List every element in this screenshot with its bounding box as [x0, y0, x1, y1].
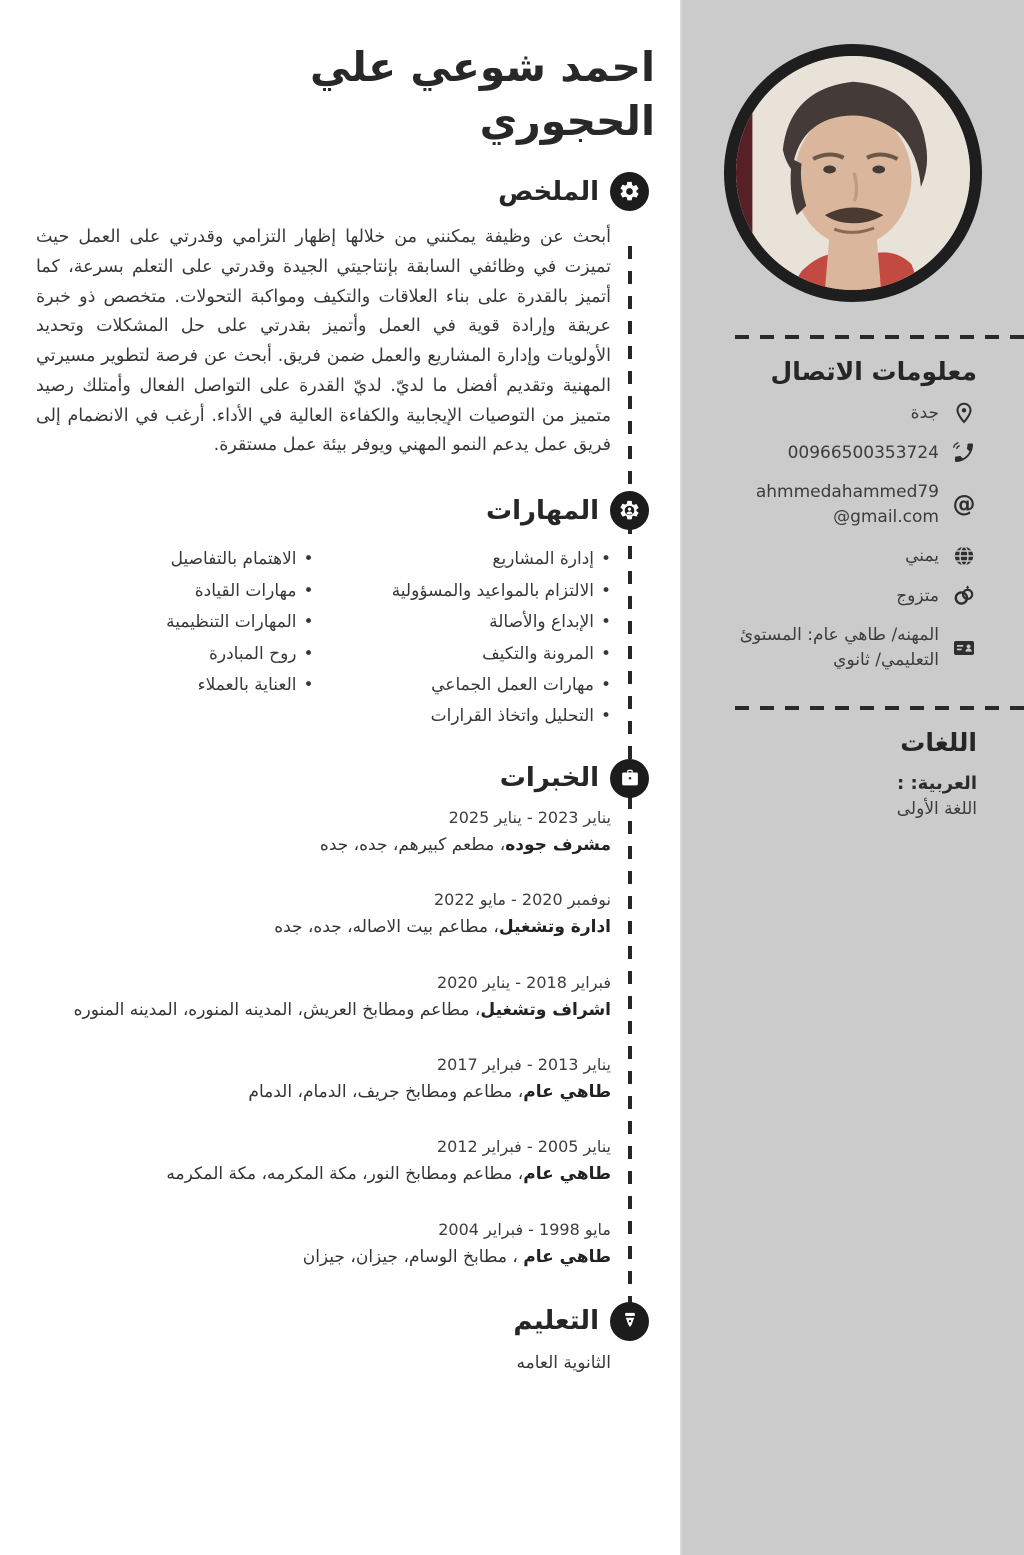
job-entry — [0, 973, 680, 1023]
language-item — [704, 773, 977, 819]
skills-section — [0, 491, 680, 733]
briefcase-icon — [610, 759, 649, 798]
job-role: اشراف وتشغيل — [480, 999, 611, 1020]
job-role: ادارة وتشغيل — [498, 917, 611, 938]
contact-row-phone — [704, 440, 977, 466]
job-details: ، مطاعم ومطابخ النور، مكة المكرمه، مكة المكرمه — [166, 1164, 524, 1185]
skill-item: • العناية بالعملاء — [36, 670, 314, 701]
skills-title: المهارات — [485, 495, 599, 526]
experience-section — [0, 759, 680, 1270]
job-role: طاهي عام — [523, 1081, 611, 1102]
skill-item: • مهارات القيادة — [36, 576, 314, 607]
person-name: احمد شوعي علي الحجوري — [309, 43, 655, 146]
contact-location: جدة — [910, 402, 939, 423]
job-description — [36, 832, 611, 858]
contact-row-profession — [704, 623, 977, 672]
job-role: طاهي عام — [523, 1164, 611, 1185]
job-details: ، مطاعم ومطابخ العريش، المدينه المنوره، المدينه المنوره — [73, 999, 481, 1020]
skill-item: • المرونة والتكيف — [334, 639, 612, 670]
languages-block — [682, 728, 1024, 819]
profile-photo — [724, 44, 982, 302]
language-level: اللغة الأولى — [896, 798, 977, 819]
job-dates: يناير 2005 - فبراير 2012 — [436, 1137, 611, 1157]
profile-photo-illustration — [736, 56, 970, 290]
pen-nib-icon — [610, 1302, 649, 1341]
job-entry — [0, 1055, 680, 1105]
sidebar-divider — [729, 706, 1024, 710]
experience-header — [0, 759, 680, 798]
job-details: ، مطابخ الوسام، جيزان، جيزان — [302, 1246, 524, 1267]
jobs-list — [0, 808, 680, 1270]
job-description — [36, 914, 611, 940]
contact-email: ahmmedahammed79@gmail.com — [755, 482, 939, 527]
job-dates: فبراير 2018 - يناير 2020 — [436, 972, 611, 992]
contact-row-nationality — [704, 543, 977, 569]
skills-grid — [36, 544, 611, 733]
sidebar — [680, 0, 1024, 1555]
contact-row-location — [704, 400, 977, 426]
education-section — [0, 1302, 680, 1373]
skill-item: • روح المبادرة — [36, 639, 314, 670]
experience-title: الخبرات — [499, 763, 599, 794]
job-description — [36, 1244, 611, 1270]
skills-header — [0, 491, 680, 530]
contact-title: معلومات الاتصال — [770, 357, 977, 386]
contact-phone: 00966500353724 — [787, 442, 939, 463]
phone-icon — [951, 440, 977, 466]
job-details: ، مطاعم ومطابخ جريف، الدمام، الدمام — [248, 1081, 524, 1102]
job-details: ، مطاعم بيت الاصاله، جده، جده — [274, 917, 499, 938]
job-description — [36, 997, 611, 1023]
job-dates: يناير 2023 - يناير 2025 — [448, 807, 611, 827]
skill-item: • الالتزام بالمواعيد والمسؤولية — [334, 576, 612, 607]
education-title: التعليم — [513, 1306, 599, 1337]
job-dates: مايو 1998 - فبراير 2004 — [438, 1219, 611, 1239]
photo-row — [682, 44, 1024, 302]
languages-title: اللغات — [900, 727, 977, 757]
summary-title: الملخص — [498, 176, 599, 207]
contact-row-email — [704, 480, 977, 529]
job-role: طاهي عام — [523, 1246, 611, 1267]
contact-block — [682, 357, 1024, 673]
id-card-icon — [951, 635, 977, 661]
job-dates: يناير 2013 - فبراير 2017 — [436, 1054, 611, 1074]
job-entry — [0, 808, 680, 858]
job-entry — [0, 1220, 680, 1270]
summary-text: أبحث عن وظيفة يمكنني من خلالها إظهار التزامي وقدرتي على العمل حيث تميزت في وظائفي السابقة بإنتاجيتي الجيدة وقدرتي على التعلم بسرعة، كما أتميز بالقدرة على بناء العلاقات والتكيف ومواكبة التحولات. متخصص ذو خبرة عريقة وإرادة قوية في العمل وأتميز بقدرتي على حل المشكلات وتحديد الأولويات وإدارة المشاريع والعمل ضمن فريق. أبحث عن فرصة لتطوير مسيرتي المهنية وتقديم أفضل ما لديّ. لديّ القدرة على التواصل الفعال وأمتلك رصيد متميز من التوصيات الإيجابية والكفاءة العالية في الأداء. أرغب في الانضمام إلى فريق عمل يدعم النمو المهني ويوفر بيئة عمل مستقرة. — [36, 227, 611, 456]
summary-header — [0, 172, 680, 211]
skill-item: • إدارة المشاريع — [334, 544, 612, 575]
contact-nationality: يمني — [905, 545, 939, 566]
contact-marital-status: متزوج — [896, 585, 939, 606]
job-entry — [0, 890, 680, 940]
language-name: العربية: : — [897, 772, 977, 794]
job-dates: نوفمبر 2020 - مايو 2022 — [434, 890, 611, 910]
contact-list — [704, 400, 977, 673]
skills-list-left — [36, 544, 314, 733]
gear-icon — [610, 172, 649, 211]
education-text: الثانوية العامه — [516, 1352, 611, 1373]
job-details: ، مطعم كبيرهم، جده، جده — [319, 834, 506, 855]
skill-item: • التحليل واتخاذ القرارات — [334, 701, 612, 732]
location-pin-icon — [951, 400, 977, 426]
skill-item: • الإبداع والأصالة — [334, 607, 612, 638]
contact-profession: المهنه/ طاهي عام: المستوئ التعليمي/ ثانوي — [739, 625, 939, 670]
skill-item: • المهارات التنظيمية — [36, 607, 314, 638]
skill-item: • مهارات العمل الجماعي — [334, 670, 612, 701]
summary-section — [0, 172, 680, 461]
job-description — [36, 1161, 611, 1187]
gear-person-icon — [610, 491, 649, 530]
sidebar-divider — [729, 335, 1024, 339]
skills-list-right — [334, 544, 612, 733]
svg-text:@: @ — [952, 491, 976, 518]
wedding-rings-icon — [951, 583, 977, 609]
job-entry — [0, 1137, 680, 1187]
job-description — [36, 1079, 611, 1105]
contact-row-marital — [704, 583, 977, 609]
globe-icon — [951, 543, 977, 569]
job-role: مشرف جوده — [505, 834, 611, 855]
skill-item: • الاهتمام بالتفاصيل — [36, 544, 314, 575]
at-icon — [951, 492, 977, 518]
education-header — [0, 1302, 680, 1341]
